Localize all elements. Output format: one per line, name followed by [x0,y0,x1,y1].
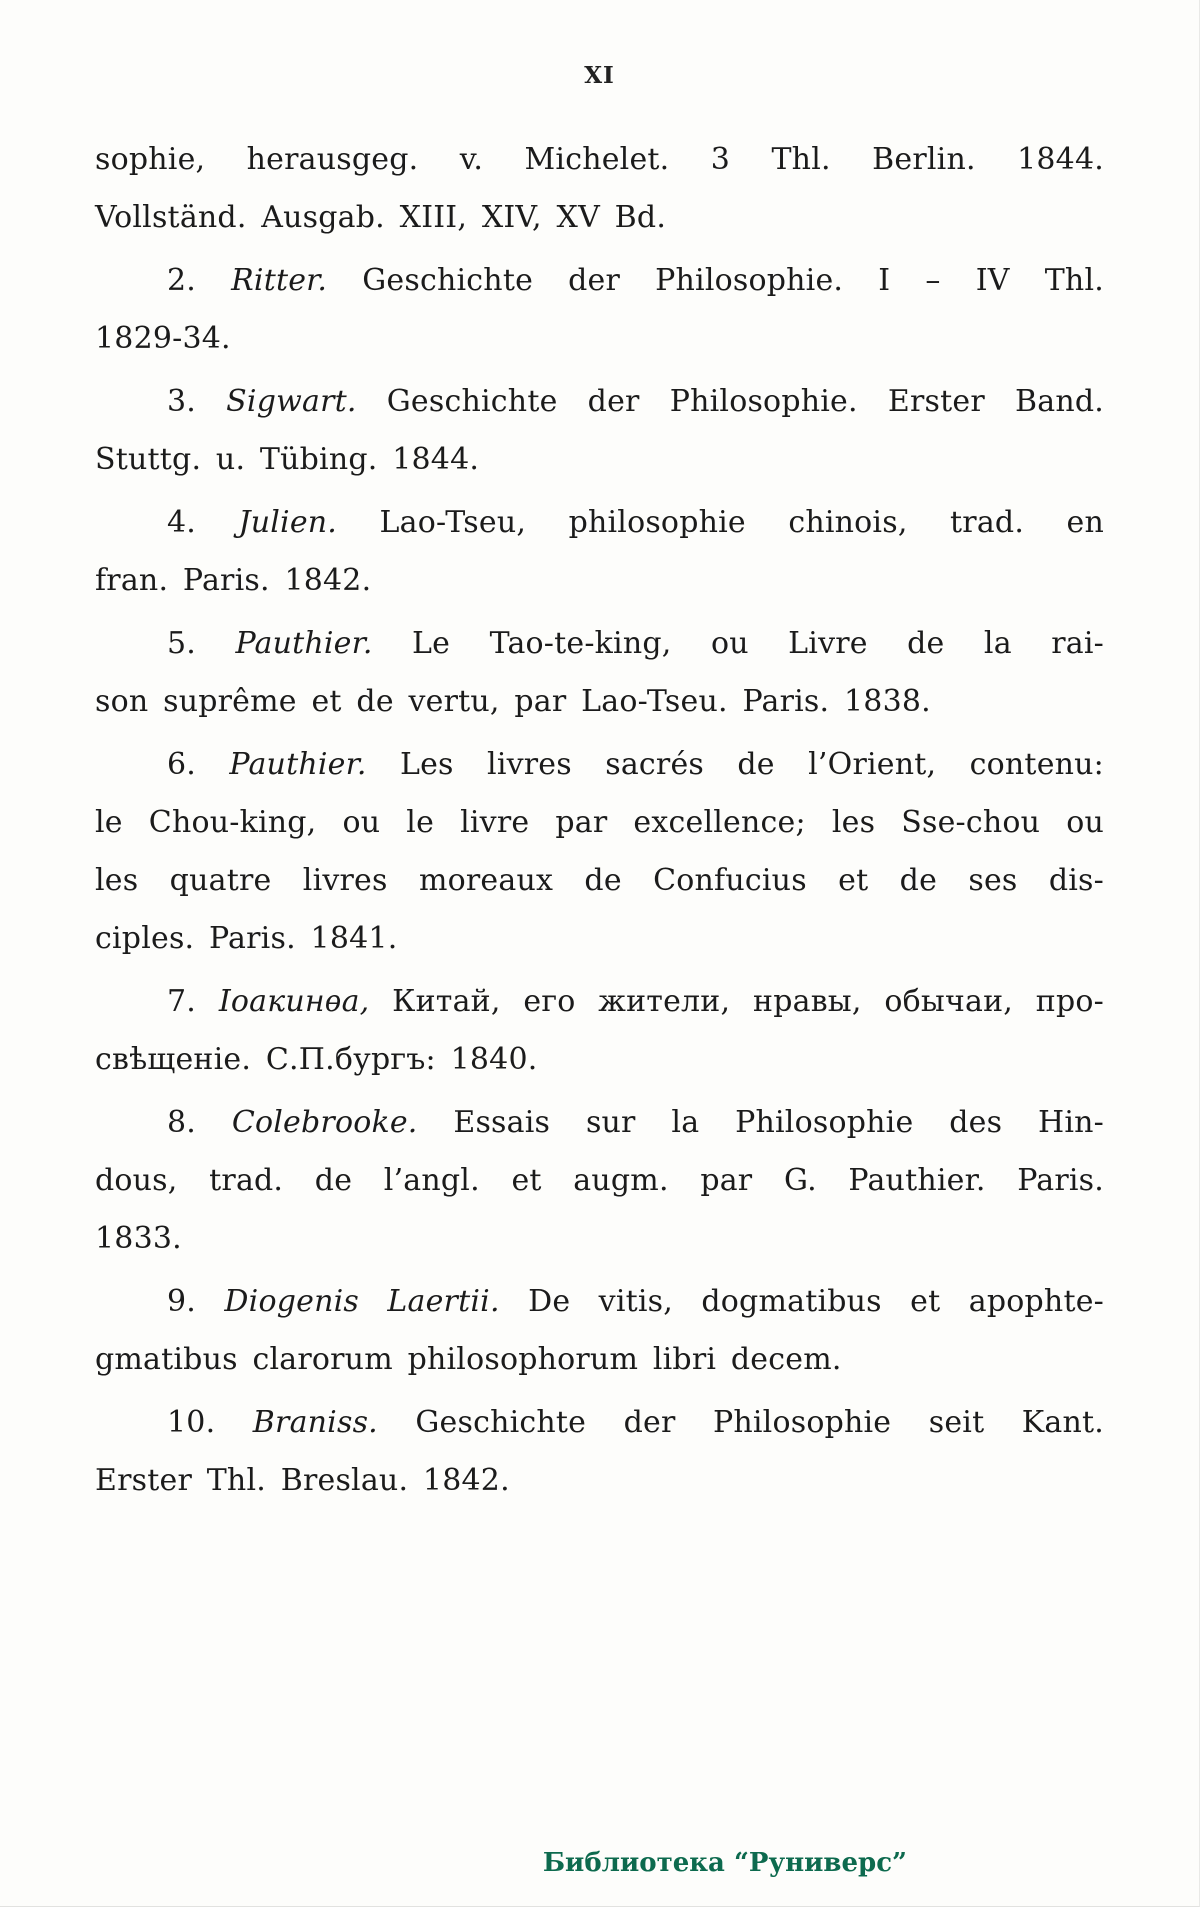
author-name: Sigwart. [226,384,357,419]
entry-text: fran. Paris. 1842. [95,563,372,598]
bibliography-entry [95,494,1104,610]
entry-text: 5. [167,626,236,661]
text-line [95,252,1104,310]
entry-text: Les livres sacrés de l’Orient, contenu: [366,747,1104,782]
entry-text: De vitis, dogmatibus et apophte- [499,1284,1104,1319]
text-line [95,1331,1104,1389]
text-line [95,431,1104,489]
text-line [95,189,1104,247]
text-line [95,1273,1104,1331]
bibliography-list [95,131,1104,1510]
text-line [95,1152,1104,1210]
bibliography-entry [95,1094,1104,1268]
bibliography-entry [95,615,1104,731]
entry-text: gmatibus clarorum philosophorum libri decem. [95,1342,842,1377]
text-line [95,1452,1104,1510]
text-line [95,1094,1104,1152]
text-line [95,1031,1104,1089]
text-line [95,552,1104,610]
entry-text: Lao-Tseu, philosophie chinois, trad. en [337,505,1104,540]
text-line [95,736,1104,794]
text-line [95,615,1104,673]
entry-text: les quatre livres moreaux de Confucius et de ses dis- [95,863,1104,898]
entry-text: son suprême et de vertu, par Lao-Tseu. Paris. 1838. [95,684,931,719]
bibliography-entry [95,131,1104,247]
entry-text: Essais sur la Philosophie des Hin- [417,1105,1104,1140]
entry-text: 1833. [95,1221,182,1256]
bibliography-entry [95,736,1104,968]
bibliography-entry [95,1394,1104,1510]
text-line [95,794,1104,852]
author-name: Colebrooke. [231,1105,418,1140]
entry-text: sophie, herausgeg. v. Michelet. 3 Thl. Berlin. 1844. [95,142,1104,177]
entry-text: 8. [167,1105,232,1140]
bibliography-entry [95,1273,1104,1389]
entry-text: ciples. Paris. 1841. [95,921,398,956]
text-line [95,852,1104,910]
author-name: Pauthier. [235,626,373,661]
bibliography-entry [95,252,1104,368]
entry-text: Stuttg. u. Tübing. 1844. [95,442,480,477]
entry-text: 9. [167,1284,225,1319]
entry-text: 6. [167,747,230,782]
entry-text: Geschichte der Philosophie. I – IV Thl. [327,263,1104,298]
author-name: Diogenis Laertii. [224,1284,500,1319]
text-line [95,310,1104,368]
text-line [95,494,1104,552]
entry-text: le Chou-king, ou le livre par excellence; les Sse-chou ou [95,805,1104,840]
entry-text: 4. [167,505,239,540]
entry-text: Vollständ. Ausgab. XIII, XIV, XV Bd. [95,200,667,235]
text-line [95,673,1104,731]
entry-text: 1829-34. [95,321,231,356]
bibliography-entry [95,373,1104,489]
bibliography-entry [95,973,1104,1089]
entry-text: 2. [167,263,232,298]
entry-text: dous, trad. de l’angl. et augm. par G. Pauthier. Paris. [95,1163,1104,1198]
author-name: Pauthier. [229,747,367,782]
text-line [95,373,1104,431]
library-watermark: Библиотека “Руниверс” [542,1848,907,1878]
text-line [95,1394,1104,1452]
entry-text: свѣщеніе. С.П.бургъ: 1840. [95,1042,538,1077]
author-name: Ritter. [231,263,328,298]
page-number: XI [584,62,615,89]
entry-text: 3. [167,384,227,419]
entry-text: Erster Thl. Breslau. 1842. [95,1463,510,1498]
entry-text: Китай, его жители, нравы, обычаи, про- [369,984,1104,1019]
author-name: Іоакинѳа, [218,984,370,1019]
entry-text: 7. [167,984,219,1019]
entry-text: Geschichte der Philosophie seit Kant. [377,1405,1104,1440]
entry-text: 10. [167,1405,253,1440]
entry-text: Le Tao-te-king, ou Livre de la rai- [372,626,1105,661]
text-line [95,973,1104,1031]
entry-text: Geschichte der Philosophie. Erster Band. [356,384,1104,419]
author-name: Julien. [238,505,338,540]
author-name: Braniss. [252,1405,378,1440]
text-line [95,131,1104,189]
text-line [95,1210,1104,1268]
text-line [95,910,1104,968]
